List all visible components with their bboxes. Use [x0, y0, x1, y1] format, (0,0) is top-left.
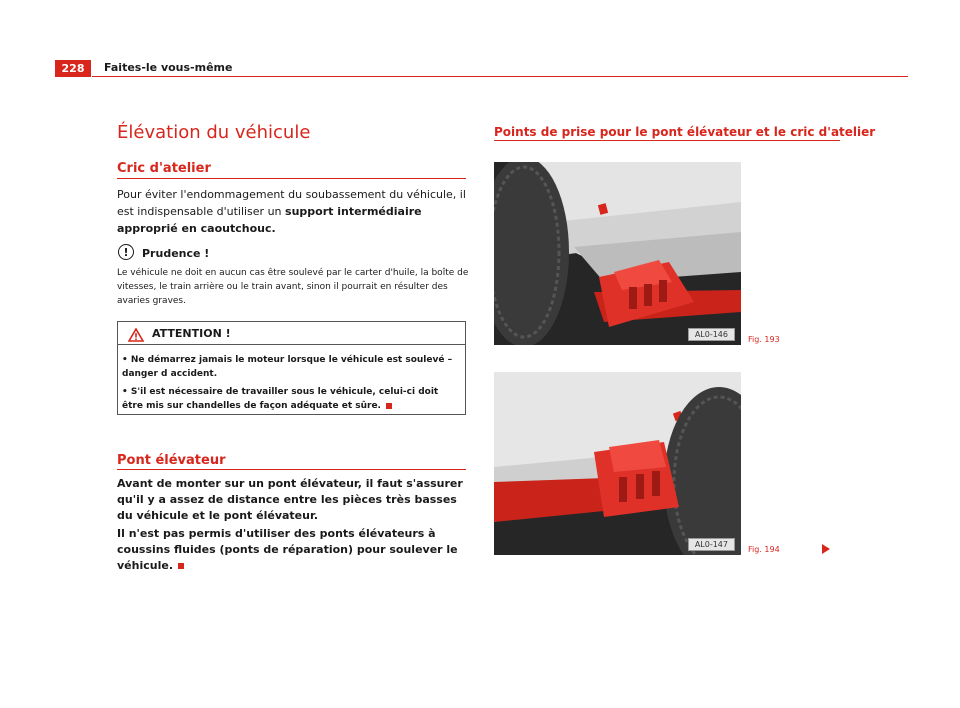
figure-code-label: AL0-146: [688, 328, 735, 341]
attention-item: • S'il est nécessaire de travailler sous le véhicule, celui-ci doit être mis sur chandelles de façon adéquate et sûre.: [122, 387, 439, 411]
page-title: Élévation du véhicule: [117, 122, 311, 143]
section-rule-cric: [117, 178, 466, 179]
cric-paragraph: [117, 186, 469, 237]
section-title-pont: Pont élévateur: [117, 453, 226, 468]
right-section-rule: [494, 140, 840, 141]
page-number: 228: [55, 60, 91, 77]
prudence-text: Le véhicule ne doit en aucun cas être soulevé par le carter d'huile, la boîte de vitesses, le train arrière ou le train avant, sinon il pourrait en résulter des avaries graves.: [117, 268, 469, 306]
figure-code-label: AL0-147: [688, 538, 735, 551]
end-square-icon: [386, 403, 392, 409]
figure-caption: Fig. 194: [748, 545, 780, 554]
lift-point-front-illustration: [494, 162, 741, 345]
warning-triangle-icon: [128, 328, 144, 342]
section-rule-pont: [117, 469, 466, 470]
cric-text-normal: Pour éviter l'endommagement du soubassement du véhicule, il est indispensable d'utiliser un: [117, 188, 466, 218]
running-head: Faites-le vous-même: [104, 61, 233, 74]
end-square-icon: [178, 563, 184, 569]
figure-194-image: [494, 372, 741, 555]
continue-arrow-icon: [822, 544, 830, 554]
attention-title: ATTENTION !: [152, 327, 231, 340]
caution-circle-icon: !: [118, 244, 134, 260]
prudence-title: Prudence !: [142, 247, 210, 260]
right-section-title: Points de prise pour le pont élévateur et le cric d'atelier: [494, 125, 876, 139]
cric-text-bold: support intermédiaire approprié en caoutchouc.: [117, 205, 422, 235]
section-title-cric: Cric d'atelier: [117, 161, 211, 176]
lift-point-rear-illustration: [494, 372, 741, 555]
figure-caption: Fig. 193: [748, 335, 780, 344]
header-rule: [92, 76, 908, 77]
figure-193-image: [494, 162, 741, 345]
pont-paragraph-1: Avant de monter sur un pont élévateur, il faut s'assurer qu'il y a assez de distance entre les pièces très basses du véhicule et le pont élévateur.: [117, 477, 463, 522]
pont-paragraph-2: Il n'est pas permis d'utiliser des ponts élévateurs à coussins fluides (ponts de réparation) pour soulever le véhicule.: [117, 527, 458, 572]
attention-item: • Ne démarrez jamais le moteur lorsque le véhicule est soulevé – danger d accident.: [122, 355, 453, 379]
